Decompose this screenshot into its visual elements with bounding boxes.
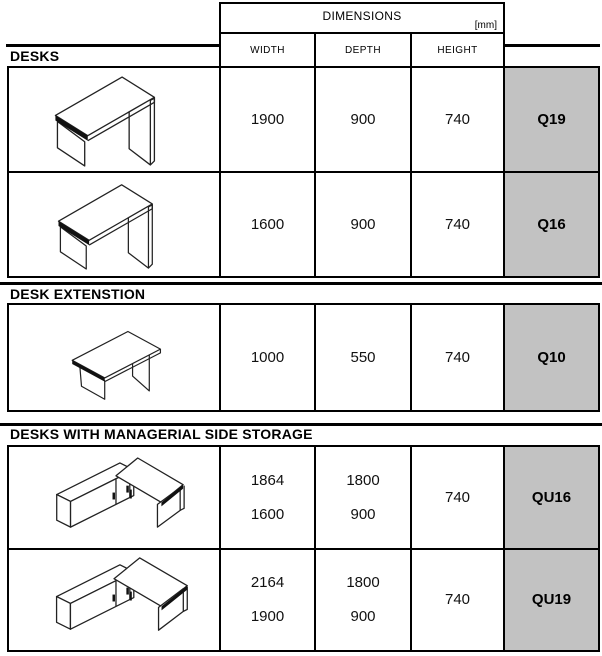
section-title-managerial: DESKS WITH MANAGERIAL SIDE STORAGE: [10, 426, 313, 442]
managerial-desk-icon: [32, 550, 196, 649]
width-value: 2164: [250, 574, 285, 592]
height-cell: [410, 305, 503, 410]
dimensions-label: DIMENSIONS: [322, 9, 402, 23]
table-row: [9, 548, 598, 651]
width-cell: [219, 305, 314, 410]
width-cell: [219, 173, 314, 276]
depth-value: 900: [350, 111, 376, 128]
width-cell: [219, 550, 314, 651]
width-value: 1864: [250, 471, 285, 489]
illustration-cell: [9, 550, 219, 651]
product-code: Q16: [537, 216, 566, 233]
product-code-cell: [503, 447, 598, 548]
depth-cell: [314, 68, 410, 171]
table-row: [9, 68, 598, 171]
section-rule-desks-right: [503, 44, 600, 47]
width-value: 1000: [250, 349, 285, 366]
depth-cell: [314, 173, 410, 276]
product-code-cell: [503, 305, 598, 410]
dimensions-header-box: [219, 2, 505, 34]
table-row: [9, 447, 598, 548]
height-value: 740: [444, 111, 471, 128]
width-value: 1600: [250, 216, 285, 233]
desk-icon: [43, 69, 185, 170]
depth-value: 1800: [346, 574, 380, 592]
illustration-cell: [9, 173, 219, 276]
section-title-extension: DESK EXTENSTION: [10, 286, 146, 302]
managerial-desks-table: [7, 445, 600, 652]
height-value: 740: [444, 216, 471, 233]
column-header-depth: DEPTH: [314, 34, 410, 66]
width-value: 1900: [250, 111, 285, 128]
height-value: 740: [444, 349, 471, 366]
width-value: 1600: [250, 505, 285, 523]
width-cell: [219, 447, 314, 548]
depth-cell: [314, 550, 410, 651]
product-code-cell: [503, 173, 598, 276]
height-value: 740: [444, 591, 471, 609]
managerial-desk-icon: [35, 448, 193, 547]
desk-extension-table: [7, 303, 600, 412]
desk-extension-icon: [49, 311, 179, 404]
width-cell: [219, 68, 314, 171]
height-cell: [410, 550, 503, 651]
product-code: Q19: [537, 111, 566, 128]
depth-value: 550: [350, 349, 376, 366]
depth-value: 900: [350, 505, 376, 523]
height-cell: [410, 447, 503, 548]
depth-cell: [314, 447, 410, 548]
section-rule-desks-left: [6, 44, 219, 47]
depth-value: 1800: [346, 471, 380, 489]
product-code-cell: [503, 550, 598, 651]
height-cell: [410, 173, 503, 276]
depth-cell: [314, 305, 410, 410]
product-code: Q10: [537, 349, 566, 366]
table-row: [9, 305, 598, 410]
column-header-width: WIDTH: [250, 44, 285, 56]
width-value: 1900: [250, 608, 285, 626]
unit-label: [mm]: [474, 20, 497, 31]
depth-value: 900: [350, 608, 376, 626]
depth-value: 900: [350, 216, 376, 233]
illustration-cell: [9, 305, 219, 410]
column-header-row: [219, 34, 505, 66]
illustration-cell: [9, 68, 219, 171]
column-header-height: HEIGHT: [410, 34, 503, 66]
illustration-cell: [9, 447, 219, 548]
section-rule-extension: [0, 282, 602, 285]
product-code: QU19: [531, 591, 572, 609]
height-value: 740: [444, 488, 471, 506]
product-code: QU16: [531, 488, 572, 506]
height-cell: [410, 68, 503, 171]
table-row: [9, 171, 598, 276]
desks-table: [7, 66, 600, 278]
product-code-cell: [503, 68, 598, 171]
section-title-desks: DESKS: [10, 48, 60, 64]
desk-icon: [47, 177, 181, 273]
